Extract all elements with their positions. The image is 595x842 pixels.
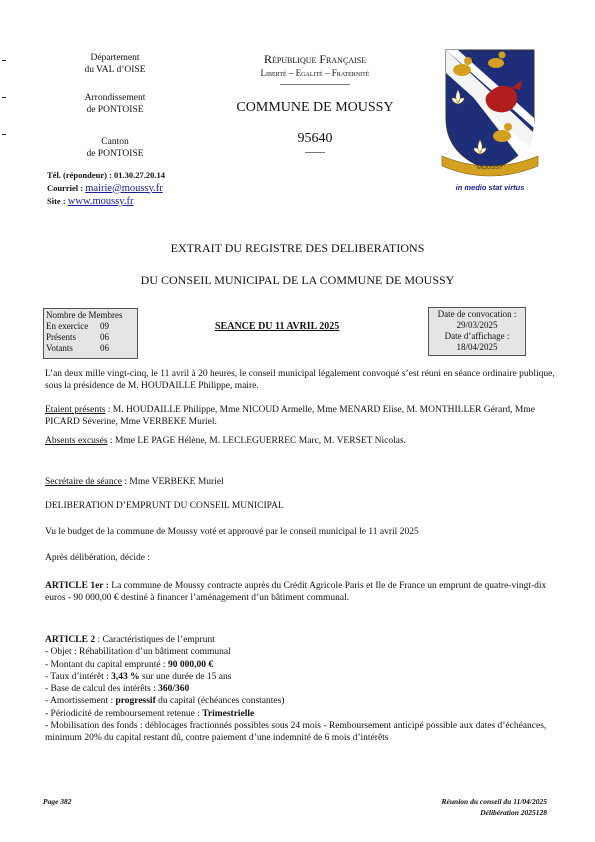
republique-text: République Française	[263, 52, 367, 66]
site-link[interactable]: www.moussy.fr	[67, 196, 134, 207]
divider	[305, 152, 325, 153]
site-label: Site :	[47, 196, 66, 206]
members-row-value: 09	[100, 321, 109, 331]
dates-box	[428, 307, 526, 356]
crest-banner-text: MOUSSY	[476, 165, 504, 171]
convocation-value: 29/03/2025	[456, 320, 498, 330]
list-item: - Objet : Réhabilitation d’un bâtiment communal	[45, 647, 231, 658]
canton-block	[40, 136, 190, 160]
margin-mark	[2, 60, 6, 61]
absents-label: Absents excusés	[45, 436, 108, 446]
secretaire-paragraph	[45, 476, 555, 488]
footer-reunion: Réunion du conseil du 11/04/2025	[441, 797, 547, 806]
devise-line	[215, 68, 415, 78]
vu-paragraph: Vu le budget de la commune de Moussy voté et approuvé par le conseil municipal le 11 avril 2025	[45, 527, 419, 537]
seance-text: SEANCE DU 11 AVRIL 2025	[215, 321, 340, 332]
footer-page: Page 382	[43, 797, 72, 806]
arrondissement-label: Arrondissement	[84, 93, 146, 103]
seance-heading	[215, 321, 339, 332]
affichage-value: 18/04/2025	[456, 342, 498, 352]
article2-block	[45, 634, 555, 745]
affichage-label: Date d’affichage :	[444, 331, 510, 341]
members-row-label: Votants	[46, 343, 73, 353]
list-item: - Taux d’intérêt : 3,43 % sur une durée de 15 ans	[45, 671, 232, 682]
list-item: - Amortissement : progressif du capital (échéances constantes)	[45, 696, 285, 707]
article1-label: ARTICLE 1er :	[45, 581, 109, 591]
arrondissement-value: de PONTOISE	[86, 105, 144, 115]
intro-paragraph: L’an deux mille vingt-cinq, le 11 avril à 20 heures, le conseil municipal légalement convoqué s’est réuni en séance ordinaire publique, sous la présidence de M. HOUDAILLE Philippe, maire.	[45, 369, 555, 391]
moussy-crest	[440, 48, 540, 184]
secretaire-text: : Mme VERBEKE Muriel	[122, 477, 224, 487]
presents-paragraph	[45, 404, 555, 428]
arrondissement-block	[40, 92, 190, 116]
members-row-value: 06	[100, 343, 109, 353]
contact-block	[47, 169, 165, 209]
absents-paragraph	[45, 435, 555, 447]
members-heading: Nombre de Membres	[46, 310, 123, 320]
footer-deliberation: Délibération 2025128	[480, 808, 547, 817]
members-row-label: En exercice	[46, 321, 89, 331]
apres-paragraph: Après délibération, décide :	[45, 553, 150, 563]
members-row	[46, 343, 135, 354]
secretaire-label: Secrétaire de séance	[45, 477, 123, 487]
absents-text: : Mme LE PAGE Hélène, M. LECLEGUERREC Marc, M. VERSET Nicolas.	[107, 436, 407, 446]
members-row-value: 06	[100, 332, 109, 342]
departement-block	[40, 52, 190, 76]
republique-heading	[215, 52, 415, 67]
divider	[280, 84, 350, 85]
canton-value: de PONTOISE	[86, 149, 144, 159]
document-subtitle: DU CONSEIL MUNICIPAL DE LA COMMUNE DE MOUSSY	[140, 273, 455, 287]
list-item: - Montant du capital emprunté : 90 000,00 €	[45, 659, 214, 670]
deliberation-title: DELIBERATION D’EMPRUNT DU CONSEIL MUNICIPAL	[45, 501, 284, 511]
members-row	[46, 321, 135, 332]
members-row-label: Présents	[46, 332, 76, 342]
article2-heading	[45, 634, 555, 646]
code-postal: 95640	[297, 131, 333, 146]
courriel-link[interactable]: mairie@moussy.fr	[85, 182, 163, 194]
commune-title: COMMUNE DE MOUSSY	[236, 100, 394, 115]
convocation-label: Date de convocation :	[437, 309, 517, 319]
courriel-label: Courriel :	[47, 182, 84, 193]
tel-line: Tél. (répondeur) : 01.30.27.20.14	[47, 170, 166, 180]
presents-label: Etaient présents	[45, 405, 106, 415]
list-item: - Mobilisation des fonds : déblocages fractionnés possibles sous 24 mois - Remboursement anticipé possible aux dates d’échéances, minimum 20% du capital restant dû, contre paiement d’une indemnité de 6 mois d’intérêts	[45, 721, 547, 744]
canton-label: Canton	[101, 137, 129, 147]
devise-text: Liberté – Egalité – Fraternité	[260, 68, 370, 78]
list-item: - Base de calcul des intérêts : 360/360	[45, 684, 190, 695]
presents-text: : M. HOUDAILLE Philippe, Mme NICOUD Armelle, Mme MENARD Elise, M. MONTHILLER Gérard, Mme PICARD Séverine, Mme VERBEKE Muriel.	[45, 405, 535, 427]
article1-paragraph	[45, 580, 555, 604]
margin-mark	[2, 134, 6, 135]
document-title: EXTRAIT DU REGISTRE DES DELIBERATIONS	[170, 241, 425, 255]
margin-mark	[2, 97, 6, 98]
members-row	[46, 332, 135, 343]
departement-label: Département	[90, 53, 140, 63]
article2-text: : Caractéristiques de l’emprunt	[95, 635, 215, 645]
list-item: - Périodicité de remboursement retenue : Trimestrielle	[45, 708, 255, 719]
crest-motto: in medio stat virtus	[455, 183, 525, 192]
article2-label: ARTICLE 2	[45, 635, 96, 645]
departement-value: du VAL d’OISE	[84, 65, 146, 75]
article1-text: La commune de Moussy contracte auprès du Crédit Agricole Paris et Ile de France un emprunt de quatre-vingt-dix euros - 90 000,00 € destiné à financer l’aménagement d’un bâtiment communal.	[45, 581, 547, 603]
members-box	[43, 308, 138, 359]
